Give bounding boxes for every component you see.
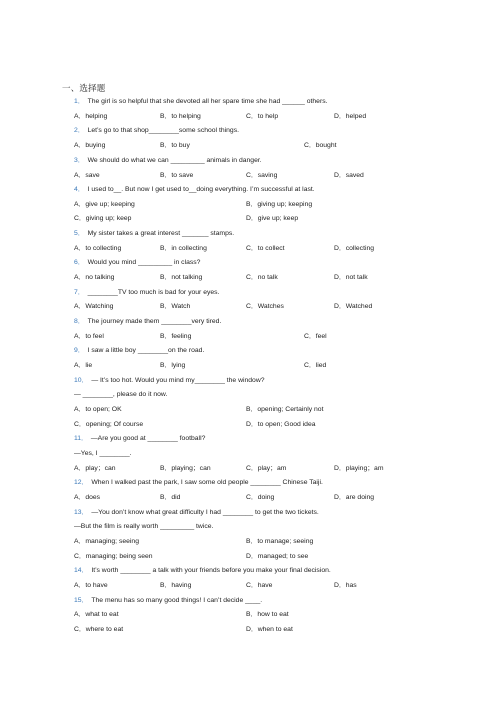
option-a[interactable]: A．buying (74, 142, 106, 149)
option-c[interactable]: C．to collect (246, 245, 285, 252)
question-text: —Are you good at ________ football? (90, 435, 206, 442)
question-3 (74, 155, 262, 167)
option-b[interactable]: B．feeling (160, 333, 192, 340)
option-d[interactable]: D．when to eat (246, 626, 293, 633)
option-c[interactable]: C．Watches (246, 303, 284, 310)
question-number: 8． (74, 318, 85, 325)
question-10 (74, 375, 265, 387)
option-a[interactable]: A．Watching (74, 303, 114, 310)
option-d[interactable]: D．collecting (334, 245, 375, 252)
option-b[interactable]: B．playing；can (160, 465, 211, 472)
option-b[interactable]: B．how to eat (246, 611, 289, 618)
question-7 (74, 287, 219, 299)
option-a[interactable]: A．no talking (74, 274, 115, 281)
question-number: 9． (74, 347, 85, 354)
question-number: 3． (74, 157, 85, 164)
question-number: 11． (74, 435, 88, 442)
question-6 (74, 257, 200, 269)
option-a[interactable]: A．give up; keeping (74, 201, 135, 208)
option-c[interactable]: C．doing (246, 494, 275, 501)
question-2 (74, 125, 239, 137)
question-text: The girl is so helpful that she devoted all her spare time she had ______ others. (87, 98, 328, 105)
option-c[interactable]: C．where to eat (74, 626, 124, 633)
option-d[interactable]: D．has (334, 582, 357, 589)
section-title: 一、选择题 (62, 83, 106, 93)
option-d[interactable]: D．to open; Good idea (246, 421, 316, 428)
option-a[interactable]: A．lie (74, 362, 93, 369)
option-c[interactable]: C．have (246, 582, 273, 589)
option-d[interactable]: D．not talk (334, 274, 368, 281)
option-b[interactable]: B．giving up; keeping (246, 201, 313, 208)
option-b[interactable]: B．to helping (160, 113, 201, 120)
option-d[interactable]: D．give up; keep (246, 215, 299, 222)
question-number: 14． (74, 567, 89, 574)
question-15 (74, 595, 262, 607)
question-text: It’s worth ________ a talk with your friends before you make your final decision. (91, 567, 331, 574)
option-b[interactable]: B．opening; Certainly not (246, 406, 324, 413)
option-c[interactable]: C．giving up; keep (74, 215, 132, 222)
option-c[interactable]: C．bought (304, 142, 337, 149)
question-number: 13． (74, 509, 89, 516)
question-text: I saw a little boy ________on the road. (87, 347, 205, 354)
option-b[interactable]: B．did (160, 494, 181, 501)
question-text: — It’s too hot. Would you mind my________ the window? (91, 377, 265, 384)
option-d[interactable]: D．Watched (334, 303, 373, 310)
option-d[interactable]: D．saved (334, 172, 364, 179)
option-c[interactable]: C．managing; being seen (74, 553, 153, 560)
question-text: Would you mind _________ in class? (87, 259, 201, 266)
option-b[interactable]: B．having (160, 582, 192, 589)
question-number: 10． (74, 377, 89, 384)
question-number: 5． (74, 230, 85, 237)
question-5 (74, 228, 234, 240)
option-c[interactable]: C．feel (304, 333, 327, 340)
option-d[interactable]: D．helped (334, 113, 367, 120)
option-a[interactable]: A．helping (74, 113, 108, 120)
question-8 (74, 316, 221, 328)
option-b[interactable]: B．Watch (160, 303, 191, 310)
option-b[interactable]: B．in collecting (160, 245, 207, 252)
question-text: I used to__. But now I get used to__doing everything. I’m successful at last. (87, 186, 315, 193)
option-a[interactable]: A．does (74, 494, 101, 501)
question-13 (74, 507, 319, 519)
question-text: ________TV too much is bad for your eyes. (87, 289, 220, 296)
option-a[interactable]: A．save (74, 172, 100, 179)
question-number: 6． (74, 259, 85, 266)
question-text: The menu has so many good things! I can’t decide ____. (91, 597, 263, 604)
question-dialogue-line: — ________, please do it now. (74, 391, 168, 398)
question-text: The journey made them ________very tired. (87, 318, 222, 325)
question-dialogue-line: —But the film is really worth _________ twice. (74, 523, 214, 530)
question-1 (74, 96, 328, 108)
option-b[interactable]: B．lying (160, 362, 186, 369)
question-14 (74, 565, 331, 577)
option-c[interactable]: C．to help (246, 113, 279, 120)
option-a[interactable]: A．to have (74, 582, 108, 589)
question-number: 15． (74, 597, 89, 604)
option-c[interactable]: C．no talk (246, 274, 278, 281)
option-c[interactable]: C．saving (246, 172, 278, 179)
question-11 (74, 433, 205, 445)
question-text: We should do what we can _________ animals in danger. (87, 157, 262, 164)
option-b[interactable]: B．to manage; seeing (246, 538, 314, 545)
option-b[interactable]: B．not talking (160, 274, 203, 281)
option-c[interactable]: C．lied (304, 362, 327, 369)
question-number: 7． (74, 289, 85, 296)
question-number: 12． (74, 479, 89, 486)
option-d[interactable]: D．managed; to see (246, 553, 309, 560)
option-b[interactable]: B．to buy (160, 142, 190, 149)
question-text: My sister takes a great interest _______ stamps. (87, 230, 235, 237)
option-a[interactable]: A．to collecting (74, 245, 122, 252)
option-d[interactable]: D．playing；am (334, 465, 384, 472)
option-a[interactable]: A．to open; OK (74, 406, 122, 413)
option-b[interactable]: B．to save (160, 172, 194, 179)
question-12 (74, 477, 323, 489)
question-text: Let’s go to that shop________some school things. (87, 127, 239, 134)
option-c[interactable]: C．opening; Of course (74, 421, 144, 428)
question-dialogue-line: —Yes, I ________. (74, 450, 132, 457)
option-a[interactable]: A．what to eat (74, 611, 119, 618)
option-d[interactable]: D．are doing (334, 494, 375, 501)
option-a[interactable]: A．managing; seeing (74, 538, 139, 545)
question-number: 2． (74, 127, 85, 134)
question-number: 1． (74, 98, 85, 105)
option-c[interactable]: C．play；am (246, 465, 287, 472)
question-text: When I walked past the park, I saw some old people ________ Chinese Taiji. (91, 479, 323, 486)
question-9 (74, 345, 204, 357)
question-4 (74, 184, 315, 196)
option-a[interactable]: A．to feel (74, 333, 104, 340)
question-number: 4． (74, 186, 85, 193)
question-text: —You don’t know what great difficulty I had ________ to get the two tickets. (91, 509, 319, 516)
option-a[interactable]: A．play；can (74, 465, 116, 472)
